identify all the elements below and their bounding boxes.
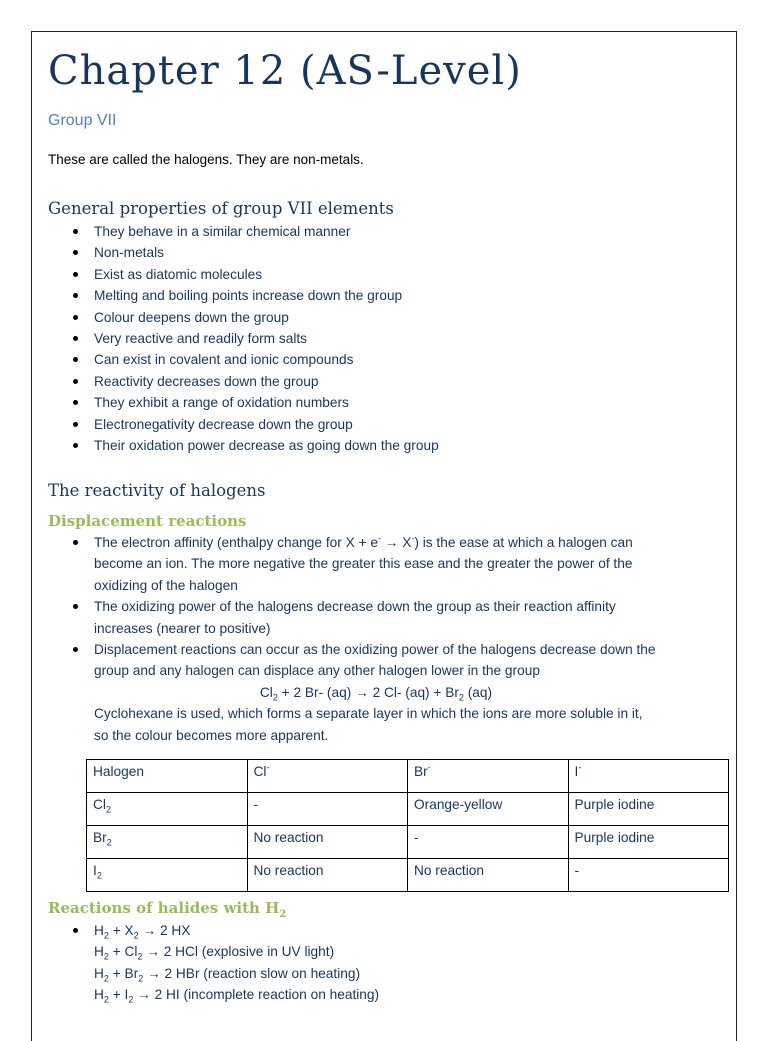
- table-header-cell: I-: [568, 760, 729, 793]
- displacement-list: [48, 532, 738, 746]
- list-item: Non-metals: [48, 242, 439, 263]
- displacement-table: [86, 759, 729, 892]
- table-cell: Orange-yellow: [408, 793, 569, 826]
- reaction-line: $H_2 + Cl_2 \to 2$ HCl (explosive in UV light): [94, 944, 335, 963]
- table-row: [87, 859, 729, 892]
- table-header-cell: Halogen: [87, 760, 248, 793]
- table-cell: -: [247, 793, 408, 826]
- page-subtitle: Group VII: [48, 112, 117, 129]
- list-item: Reactivity decreases down the group: [48, 371, 439, 392]
- table-cell: No reaction: [247, 859, 408, 892]
- table-cell: -: [408, 826, 569, 859]
- list-item: The electron affinity (enthalpy change for X + e- → X-) is the ease at which a halogen can become an ion. The more negative the greater this ease and the greater the power of the oxidizing of the halogen: [48, 532, 738, 596]
- list-item: Very reactive and readily form salts: [48, 328, 439, 349]
- table-cell: Purple iodine: [568, 826, 729, 859]
- list-item: Melting and boiling points increase down the group: [48, 285, 439, 306]
- list-item: Electronegativity decrease down the group: [48, 414, 439, 435]
- list-item: Exist as diatomic molecules: [48, 264, 439, 285]
- displacement-heading: Displacement reactions: [48, 512, 247, 530]
- table-cell: $Cl_2$: [87, 793, 248, 826]
- table-cell: Purple iodine: [568, 793, 729, 826]
- table-cell: No reaction: [408, 859, 569, 892]
- table-cell: No reaction: [247, 826, 408, 859]
- reaction-line: $H_2 + I_2 \to 2$ HI (incomplete reaction on heating): [94, 987, 380, 1005]
- table-header-row: [87, 760, 729, 793]
- list-item: The oxidizing power of the halogens decrease down the group as their reaction affinity increases (nearer to positive): [48, 596, 738, 639]
- document-page: [31, 31, 737, 1041]
- list-item: Colour deepens down the group: [48, 307, 439, 328]
- table-row: [87, 826, 729, 859]
- list-item: Displacement reactions can occur as the oxidizing power of the halogens decrease down the group and any halogen can displace any other halogen lower in the group $Cl_2 + 2$ Br- (aq) → 2 Cl- $(aq) + Br_2$ (aq) Cyclohexane is used, which forms a separate layer in which the ions are more soluble in it, so the colour becomes more apparent.: [48, 639, 738, 746]
- table-cell: $Br_2$: [87, 826, 248, 859]
- halides-heading: Reactions of halides with $H_2$: [48, 899, 287, 920]
- general-properties-heading: General properties of group VII elements: [48, 199, 394, 218]
- reaction-line: $H_2 + Br_2 \to 2$ HBr (reaction slow on heating): [94, 965, 361, 984]
- halides-list: [48, 920, 738, 1006]
- displacement-equation: $Cl_2 + 2$ Br- (aq) → 2 Cl- $(aq) + Br_2$ (aq): [259, 684, 493, 703]
- list-item: Their oxidation power decrease as going down the group: [48, 435, 439, 456]
- reactivity-heading: The reactivity of halogens: [48, 481, 266, 500]
- table-header-cell: Cl-: [247, 760, 408, 793]
- page-title: Chapter 12 (AS-Level): [48, 48, 522, 94]
- intro-text: These are called the halogens. They are non-metals.: [48, 152, 364, 167]
- reaction-line: $H_2 + X_2 \to 2$ HX: [94, 923, 191, 941]
- table-header-cell: Br-: [408, 760, 569, 793]
- table-row: [87, 793, 729, 826]
- table-cell: -: [568, 859, 729, 892]
- table-cell: $I_2$: [87, 859, 248, 892]
- list-item: They behave in a similar chemical manner: [48, 221, 439, 242]
- general-properties-list: [48, 221, 439, 456]
- list-item: Can exist in covalent and ionic compounds: [48, 349, 439, 370]
- list-item: [48, 920, 738, 1006]
- list-item: They exhibit a range of oxidation numbers: [48, 392, 439, 413]
